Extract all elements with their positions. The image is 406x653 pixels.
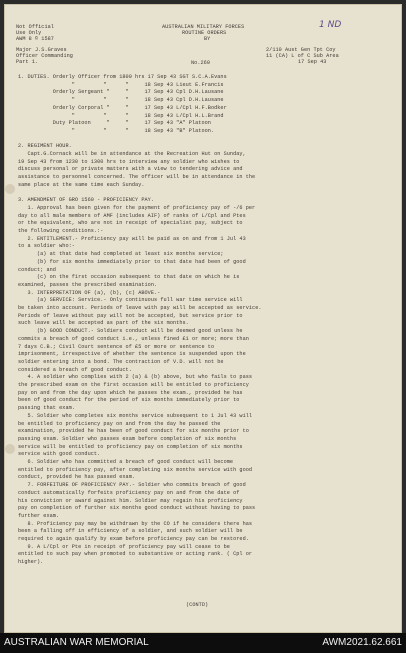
order-title: AUSTRALIAN MILITARY FORCES [162, 24, 245, 30]
body-line: pay on and from the day upon which he passes the exam., provided he has [18, 389, 243, 396]
body-line: entitled to such pay when promoted to substantive or acting rank. ( Cpl or [18, 551, 253, 558]
body-line: required to again qualify by exam before proficiency pay can be restored. [18, 536, 249, 542]
body-line: examined, passes the prescribed examination. [18, 281, 158, 288]
body-line: (b) for six months immediately prior to that date had been of good [18, 258, 246, 265]
unit-name: 2/110 Aust Gen Tpt Coy [266, 47, 336, 53]
body-line: service will be entitled to proficiency pay on completion of six months [18, 443, 243, 450]
archive-reference: AWM2021.62.661 [322, 637, 402, 648]
body-line: be entitled to proficiency pay on and from the day he passed the [18, 420, 221, 427]
body-line: the following conditions.:- [18, 228, 104, 234]
body-line: Orderly Corporal " " 17 Sep 43 L/Cpl H.F.Bodker [18, 104, 227, 111]
document-page [4, 4, 402, 633]
body-line: further exam. [18, 512, 60, 519]
body-line: 2. ENTITLEMENT.- Proficiency pay will be paid as on and from 1 Jul 43 [18, 235, 246, 242]
body-line: to a soldier who:- [18, 243, 75, 250]
body-line: commits a breach of good conduct i.e., unless fined £1 or more; more than [18, 335, 249, 342]
body-line: been a falling off in efficiency of a soldier, and such soldier will be [18, 528, 243, 535]
body-line: 7. FORFEITURE OF PROFICIENCY PAY.- Soldier who commits breach of good [18, 482, 246, 489]
body-line: the prescribed exam on the first occasion will be entitled to proficiency [18, 382, 249, 388]
body-line: his conviction or award against him. Soldier may regain his proficiency [18, 497, 243, 504]
body-line: conduct automatically forfeits proficiency pay on and from the date of [18, 489, 240, 496]
body-line: 1. DUTIES. Orderly Officer from 1800 hrs 17 Sep 43 SGT S.C.A.Evans [18, 74, 227, 80]
handwritten-annotation: 1 ND [319, 20, 342, 30]
body-line: 19 Sep 43 from 1230 to 1300 hrs to interview any soldier who wishes to [18, 158, 240, 165]
body-line: passing exam. Soldier who passes exam before completion of six months [18, 435, 237, 442]
punch-hole [5, 184, 15, 194]
body-line: same place at the same time each Sunday. [18, 181, 145, 188]
commander-name: Major J.S.Graves [16, 47, 67, 53]
body-line: be taken into account. Periods of leave with pay will be accepted as service. [18, 305, 262, 311]
body-line: 3. AMENDMENT OF GRO 1560 - PROFICIENCY PAY. [18, 197, 155, 204]
body-line: (a) SERVICE: Service.- Only continuous full war time service will [18, 297, 243, 304]
continued-marker: (CONTD) [186, 602, 209, 608]
archive-footer [0, 633, 406, 653]
body-line: 5. Soldier who completes six months service subsequent to 1 Jul 43 will [18, 412, 253, 419]
sub-area: 11 (CA) L of C Sub Area [266, 53, 339, 59]
body-line: Capt.G.Cornack will be in attendance at the Recreation Hut on Sunday, [18, 151, 246, 157]
body-line: conduct, provided he has passed exam. [18, 474, 136, 481]
body-line: 3. INTERPRETATION OF (a), (b), (c) ABOVE.- [18, 289, 161, 296]
body-line: day to all male members of AMF (includes AIF) of ranks of L/Cpl and Ptes [18, 212, 246, 219]
body-line: 8. Proficiency pay may be withdrawn by the CO if he considers there has [18, 520, 253, 527]
body-line: pay on completion of further six months good conduct without having to pass [18, 505, 256, 512]
body-line: 9. A L/Cpl or Pte in receipt of proficiency pay will cease to be [18, 543, 230, 550]
body-line: conduct; and [18, 266, 56, 273]
body-line: Periods of leave without pay will not be accepted, but service prior to [18, 312, 243, 319]
body-line: " " " 18 Sep 43 "B" Platoon. [18, 127, 215, 134]
body-line: (c) on the first occasion subsequent to that date on which he is [18, 274, 240, 281]
body-line: " " " 18 Sep 43 Cpl D.H.Lausane [18, 97, 224, 104]
body-line: Orderly Sergeant " " 17 Sep 43 Cpl D.H.Lausane [18, 89, 224, 96]
archive-name: AUSTRALIAN WAR MEMORIAL [4, 637, 149, 648]
body-line: examination, provided he has been of good conduct for six months prior to [18, 428, 249, 435]
classification-line-2: Use Only [16, 30, 42, 36]
body-line: passing that exam. [18, 405, 75, 412]
order-subtitle: ROUTINE ORDERS [182, 30, 227, 36]
body-line: Duty Platoon " " 17 Sep 43 "A" Platoon [18, 120, 211, 127]
body-line: service with good conduct. [18, 451, 101, 458]
body-line: assistance to personnel concerned. The officer will be in attendance in the [18, 174, 256, 181]
classification-line-3: AWM 8 © 1587 [16, 36, 54, 42]
body-line: " " " 18 Sep 43 Lieut E.Francis [18, 81, 224, 88]
body-line: imprisonment, irrespective of whether the sentence is suspended upon the [18, 351, 246, 358]
body-line: higher). [18, 559, 44, 566]
body-line: 6. Soldier who has committed a breach of good conduct will become [18, 459, 234, 465]
order-number: No.260 [191, 60, 210, 66]
body-line: entitled to proficiency pay, after completing six months service with good [18, 466, 253, 473]
body-line: " " " 18 Sep 43 L/Cpl H.L.Brand [18, 112, 224, 119]
body-line: 2. REGIMENT HOUR. [18, 143, 72, 150]
punch-hole [5, 444, 15, 454]
body-line: discuss personal or private matters with a view to tendering advice and [18, 166, 243, 173]
body-line: or the equivalent, who are not in receipt of specialist pay, subject to [18, 220, 243, 227]
order-by: BY [204, 36, 211, 42]
body-line: been of good conduct for the period of six months immediately prior to [18, 397, 240, 404]
body-line: 7 days C.B.; Civil Court sentence of £5 or more or sentence to [18, 343, 215, 350]
body-line: considered a breach of good conduct. [18, 366, 132, 373]
body-line: soldier entering into a bond. The contraction of V.D. will not be [18, 358, 224, 365]
commander-title: Officer Commanding [16, 53, 73, 59]
classification-line-1: Not Official [16, 24, 54, 30]
body-line: (b) GOOD CONDUCT.- Soldiers conduct will be deemed good unless he [18, 328, 243, 335]
order-date: 17 Sep 43 [298, 59, 327, 65]
body-line: (a) at that date had completed at least six months service; [18, 251, 224, 258]
body-line: 1. Approval has been given for the payment of proficiency pay of -/6 per [18, 204, 256, 211]
part-number: Part 1. [16, 59, 39, 65]
body-line: such leave will be accepted as part of the six months. [18, 320, 189, 327]
body-line: 4. A soldier who complies with 2 (a) & (b) above, but who fails to pass [18, 374, 253, 381]
